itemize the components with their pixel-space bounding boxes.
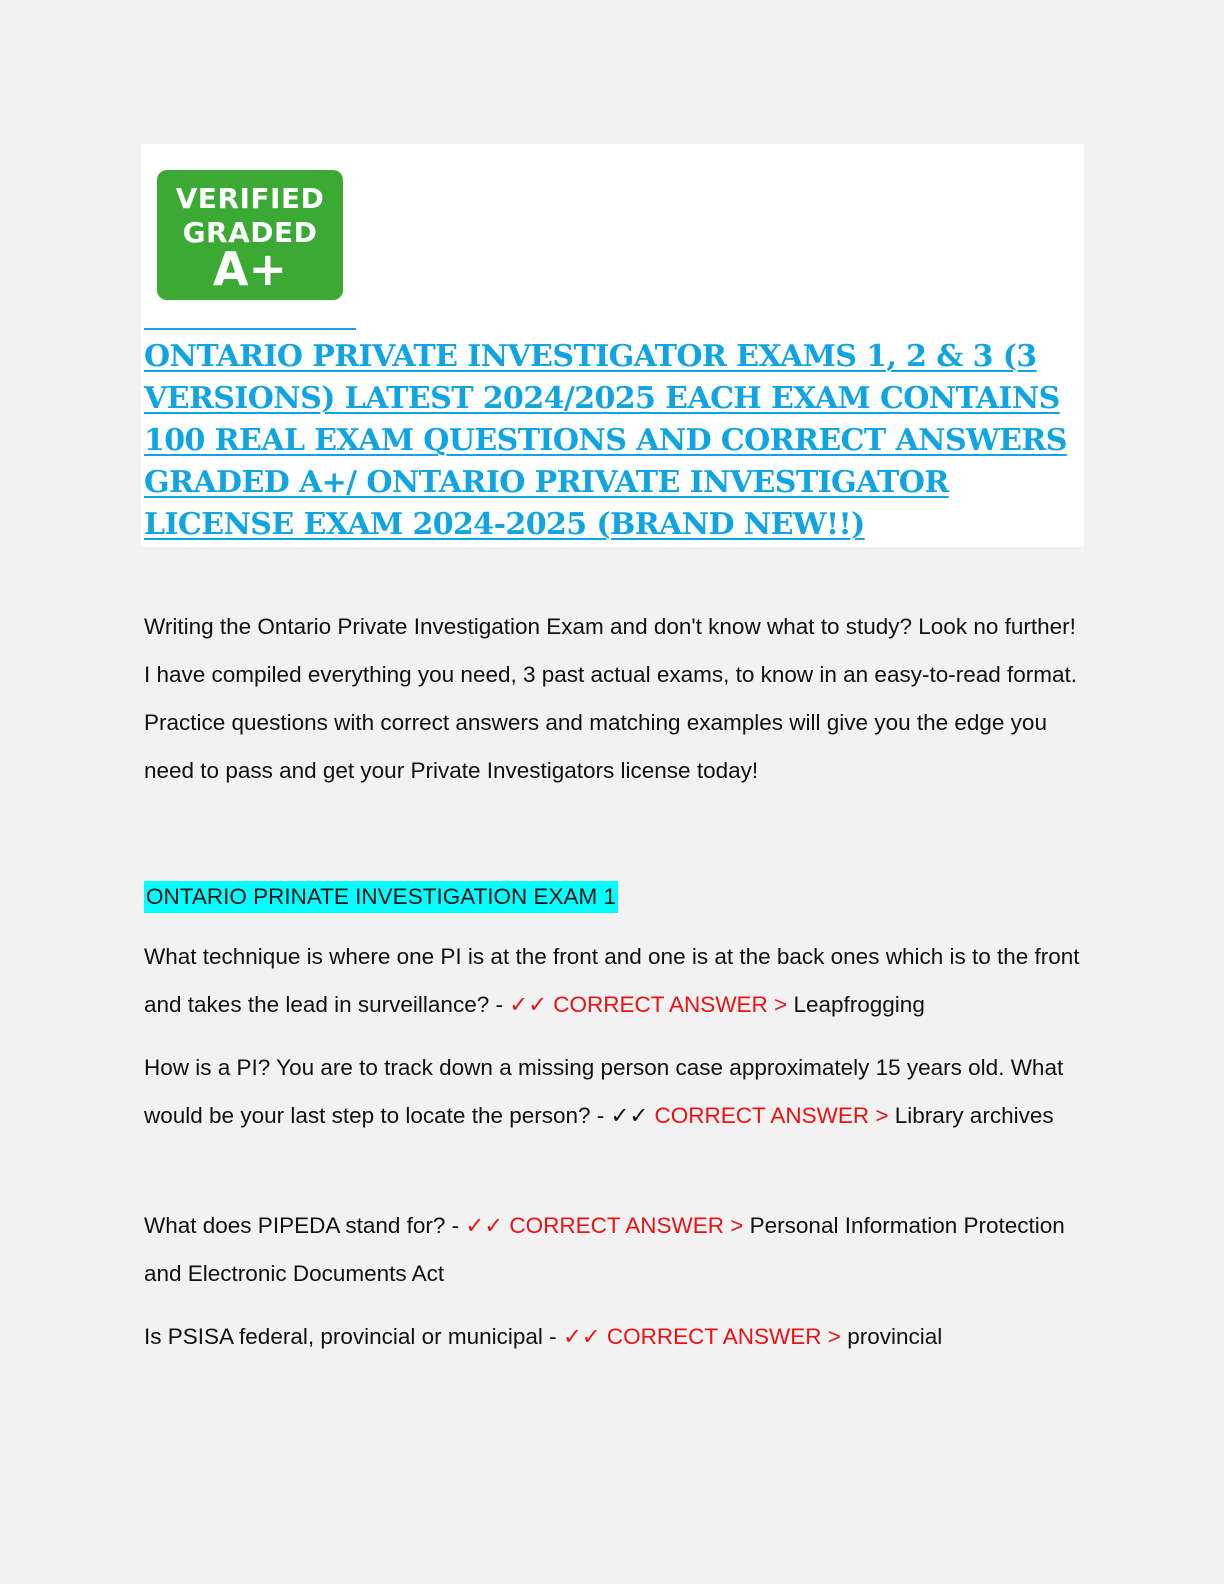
double-check-icon: ✓✓ bbox=[610, 1103, 649, 1129]
header-box bbox=[141, 144, 1084, 547]
badge-line-grade: A+ bbox=[212, 242, 288, 296]
title-underline-rule bbox=[144, 328, 356, 330]
double-check-icon: ✓✓ bbox=[465, 1213, 504, 1239]
badge-line-verified: VERIFIED bbox=[175, 182, 325, 215]
correct-answer-label: CORRECT ANSWER > bbox=[509, 1213, 744, 1238]
correct-answer-label: CORRECT ANSWER > bbox=[606, 1324, 841, 1349]
question-text: What does PIPEDA stand for? - bbox=[144, 1213, 466, 1238]
answer-text: Personal Information Protection and Electronic Documents Act bbox=[144, 1213, 1065, 1286]
question-text: Is PSISA federal, provincial or municipal - bbox=[144, 1324, 563, 1349]
qa-item bbox=[144, 1044, 1088, 1140]
double-check-icon: ✓✓ bbox=[509, 992, 547, 1018]
answer-text: Leapfrogging bbox=[793, 992, 925, 1017]
exam-1-heading: ONTARIO PRINATE INVESTIGATION EXAM 1 bbox=[144, 881, 618, 913]
qa-item bbox=[144, 933, 1088, 1029]
question-text: What technique is where one PI is at the front and one is at the back ones which is to the front and takes the lead in surveillance? - bbox=[144, 944, 1080, 1017]
correct-answer-label: CORRECT ANSWER > bbox=[553, 992, 788, 1017]
badge-line-graded: GRADED bbox=[182, 216, 318, 249]
correct-answer-label: CORRECT ANSWER > bbox=[654, 1103, 889, 1128]
qa-item bbox=[144, 1202, 1088, 1298]
document-title: ONTARIO PRIVATE INVESTIGATOR EXAMS 1, 2 & 3 (3 VERSIONS) LATEST 2024/2025 EACH EXAM CONTAINS 100 REAL EXAM QUESTIONS AND CORRECT ANSWERS GRADED A+/ ONTARIO PRIVATE INVESTIGATOR LICENSE EXAM 2024-2025 (BRAND NEW!!) bbox=[144, 339, 1067, 542]
qa-item bbox=[144, 1313, 1088, 1361]
double-check-icon: ✓✓ bbox=[562, 1324, 601, 1350]
answer-text: provincial bbox=[847, 1324, 943, 1349]
verified-graded-badge-logo bbox=[157, 170, 343, 300]
answer-text: Library archives bbox=[894, 1103, 1054, 1128]
intro-paragraph: Writing the Ontario Private Investigation Exam and don't know what to study? Look no further! I have compiled everything you need, 3 past actual exams, to know in an easy-to-read format. Practice questions with correct answers and matching examples will give you the edge you need to pass and get your Private Investigators license today! bbox=[144, 614, 1078, 783]
question-text: How is a PI? You are to track down a missing person case approximately 15 years old. What would be your last step to locate the person? - bbox=[144, 1055, 1064, 1128]
